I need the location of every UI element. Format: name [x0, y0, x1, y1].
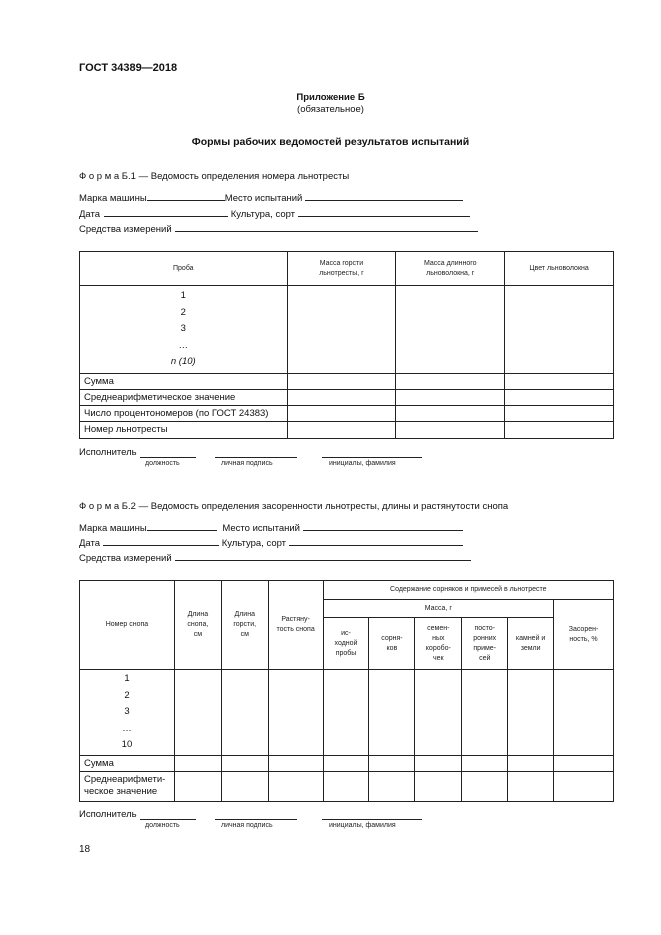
form2-cell[interactable] [221, 755, 268, 771]
form1-instruments-blank[interactable] [175, 222, 478, 232]
form2-col-sheaf: Номер снопа [80, 581, 175, 670]
form1-place-blank[interactable] [305, 191, 463, 201]
form1-cell[interactable] [287, 373, 396, 389]
page-number: 18 [79, 844, 91, 855]
form2-sample-2: 2 [124, 689, 130, 701]
form2-cell[interactable] [323, 670, 369, 756]
form2-col-stones: камней и земли [508, 618, 554, 670]
form2-cell[interactable] [462, 670, 508, 756]
form2-sample-3: 3 [124, 706, 130, 717]
form2-cell[interactable] [415, 670, 462, 756]
form1-date-label: Дата [79, 209, 101, 220]
form2-col-initial: ис-ходной пробы [323, 618, 369, 670]
form2-cell[interactable] [268, 670, 323, 756]
form2-col-contamination: Засорен-ность, % [554, 600, 614, 670]
form1-cell[interactable] [396, 421, 505, 438]
signature1-name-line[interactable] [322, 456, 422, 458]
form1-cell[interactable] [505, 389, 614, 405]
form2-machine-label: Марка машины [79, 523, 147, 534]
form1-instruments-label: Средства измерений [79, 224, 172, 235]
form2-cell[interactable] [369, 755, 415, 771]
section-title: Формы рабочих ведомостей результатов испытаний [191, 136, 470, 148]
form2-cell[interactable] [268, 771, 323, 801]
form1-place-label: Место испытаний [224, 193, 303, 204]
form1-col-fiber-color: Цвет льноволокна [505, 252, 614, 286]
form1-cell[interactable] [505, 421, 614, 438]
signature2-label: Исполнитель [79, 809, 137, 820]
signature1-label: Исполнитель [79, 447, 137, 458]
form2-sample-1: 1 [124, 673, 130, 684]
form2-cell[interactable] [554, 755, 614, 771]
form1-sample-3: 3 [180, 323, 186, 334]
form1-row-machine [79, 191, 463, 204]
form2-cell[interactable] [268, 755, 323, 771]
form1-cell[interactable] [505, 286, 614, 374]
form2-instruments-label: Средства измерений [79, 553, 172, 564]
signature2-name-line[interactable] [322, 818, 422, 820]
signature2-sign-line[interactable] [215, 818, 297, 820]
form2-col-mass: Масса, г [323, 600, 554, 618]
form2-place-label: Место испытаний [222, 523, 300, 534]
form2-cell[interactable] [508, 771, 554, 801]
form1-row-sum: Сумма [80, 373, 288, 389]
form2-cell[interactable] [508, 755, 554, 771]
form1-cell[interactable] [287, 389, 396, 405]
form1-sample-2: 2 [180, 306, 186, 318]
form2-col-length-handful: Длина горсти, см [221, 581, 268, 670]
signature2-sign-caption: личная подпись [221, 822, 273, 829]
form2-cell[interactable] [554, 771, 614, 801]
form1-table [79, 251, 614, 439]
form1-caption: Ф о р м а Б.1 — Ведомость определения номера льнотресты [79, 171, 350, 182]
form2-table [79, 580, 614, 802]
form2-cell[interactable] [462, 771, 508, 801]
form2-row-date [79, 536, 463, 549]
form2-cell[interactable] [174, 755, 221, 771]
signature1-position-caption: должность [145, 460, 180, 467]
form1-machine-label: Марка машины [79, 193, 147, 204]
form1-row-instruments [79, 222, 478, 235]
signature2-name-caption: инициалы, фамилия [329, 822, 396, 829]
form1-cell[interactable] [287, 421, 396, 438]
form1-cell[interactable] [396, 286, 505, 374]
form2-row-machine [79, 521, 463, 534]
form1-sample-1: 1 [180, 290, 186, 301]
form2-cell[interactable] [554, 670, 614, 756]
form1-sample-n: n (10) [170, 356, 196, 367]
form2-cell[interactable] [369, 670, 415, 756]
form2-cell[interactable] [508, 670, 554, 756]
form1-cell[interactable] [505, 405, 614, 421]
form2-cell[interactable] [323, 755, 369, 771]
form1-col-fiber-mass: Масса длинного льноволокна, г [396, 252, 505, 286]
signature2-position-line[interactable] [140, 818, 196, 820]
form2-sample-dots: … [122, 722, 132, 734]
form2-row-instruments [79, 551, 471, 564]
form2-cell[interactable] [323, 771, 369, 801]
form2-date-label: Дата [79, 538, 101, 549]
form2-date-blank[interactable] [103, 536, 219, 546]
signature1-sign-line[interactable] [215, 456, 297, 458]
form1-cell[interactable] [396, 373, 505, 389]
appendix-subtitle: (обязательное) [297, 104, 364, 115]
form1-machine-blank[interactable] [147, 191, 225, 201]
form2-machine-blank[interactable] [147, 521, 217, 531]
form1-row-percent: Число процентономеров (по ГОСТ 24383) [80, 405, 288, 421]
form1-cell[interactable] [287, 286, 396, 374]
form1-row-number: Номер льнотресты [80, 421, 288, 438]
form2-cell[interactable] [221, 771, 268, 801]
form1-culture-label: Культура, сорт [230, 209, 296, 220]
signature1-name-caption: инициалы, фамилия [329, 460, 396, 467]
form1-cell[interactable] [396, 389, 505, 405]
form2-cell[interactable] [174, 771, 221, 801]
form2-cell[interactable] [415, 771, 462, 801]
form1-col-sample: Проба [80, 252, 288, 286]
form2-place-blank[interactable] [303, 521, 463, 531]
form2-cell[interactable] [369, 771, 415, 801]
form2-caption: Ф о р м а Б.2 — Ведомость определения засоренности льнотресты, длины и растянутости снопа [79, 501, 509, 512]
signature1-sign-caption: личная подпись [221, 460, 273, 467]
signature2-position-caption: должность [145, 822, 180, 829]
form2-cell[interactable] [221, 670, 268, 756]
form2-cell[interactable] [462, 755, 508, 771]
form2-samples-cell [80, 670, 175, 756]
form2-row-mean: Среднеарифмети-ческое значение [80, 771, 175, 801]
form2-col-weeds: сорня-ков [369, 618, 415, 670]
form1-culture-blank[interactable] [298, 207, 470, 217]
form1-date-blank[interactable] [104, 207, 228, 217]
form2-cell[interactable] [415, 755, 462, 771]
form1-cell[interactable] [396, 405, 505, 421]
standard-header: ГОСТ 34389—2018 [79, 62, 178, 74]
form2-cell[interactable] [174, 670, 221, 756]
form1-cell[interactable] [287, 405, 396, 421]
form2-sample-10: 10 [121, 739, 133, 750]
form2-col-group: Содержание сорняков и примесей в льнотресте [323, 581, 613, 600]
form2-col-foreign: посто-ронних приме-сей [462, 618, 508, 670]
form2-col-stretch: Растяну-тость снопа [268, 581, 323, 670]
form2-col-length-sheaf: Длина снопа, см [174, 581, 221, 670]
form1-col-handful-mass: Масса горсти льнотресты, г [287, 252, 396, 286]
form2-instruments-blank[interactable] [175, 551, 471, 561]
form1-sample-dots: … [178, 339, 189, 351]
form2-row-sum: Сумма [80, 755, 175, 771]
appendix-title: Приложение Б [296, 92, 365, 103]
form1-cell[interactable] [505, 373, 614, 389]
form2-culture-label: Культура, сорт [221, 538, 287, 549]
form1-row-date [79, 207, 470, 220]
signature1-position-line[interactable] [140, 456, 196, 458]
form2-culture-blank[interactable] [289, 536, 463, 546]
form1-samples-cell [80, 286, 288, 374]
form2-col-seed-boxes: семен-ных коробо-чек [415, 618, 462, 670]
form1-row-mean: Среднеарифметическое значение [80, 389, 288, 405]
